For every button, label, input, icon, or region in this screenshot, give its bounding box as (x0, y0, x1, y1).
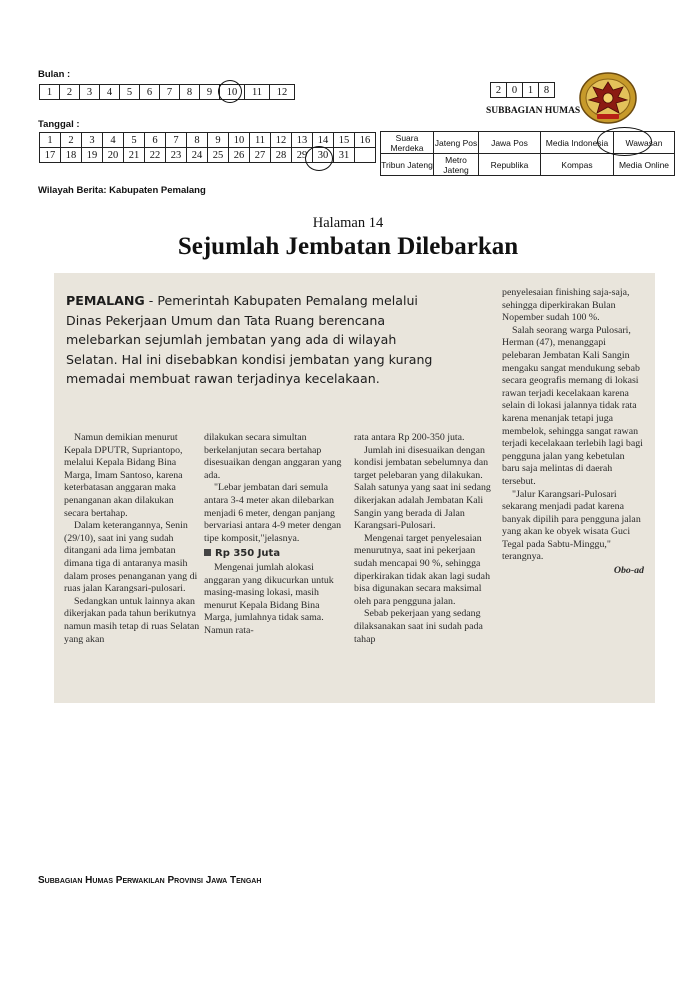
day-cell: 25 (208, 148, 229, 163)
footer-text: Subbagian Humas Perwakilan Provinsi Jawa Tengah (38, 875, 262, 886)
month-cell: 3 (80, 85, 100, 100)
tanggal-label: Tanggal : (38, 119, 80, 130)
year-digit-cell: 8 (539, 83, 555, 98)
newspaper-clipping (54, 273, 655, 703)
day-cell: 5 (124, 133, 145, 148)
lead-text: - Pemerintah Kabupaten Pemalang melalui Dinas Pekerjaan Umum dan Tata Ruang berencana melebarkan sejumlah jembatan yang ada di wilayah Selatan. Hal ini disebabkan kondisi jembatan yang kurang memadai membuat rawan terjadinya kecelakaan. (66, 293, 433, 386)
media-grid (380, 131, 675, 176)
day-cell: 17 (40, 148, 61, 163)
month-cell: 10 (220, 85, 245, 100)
column-3 (354, 432, 492, 646)
office-label: SUBBAGIAN HUMAS (486, 106, 581, 116)
media-cell: Metro Jateng (434, 154, 479, 176)
media-cell: Jateng Pos (434, 132, 479, 154)
year-digit-cell: 1 (523, 83, 539, 98)
paragraph: Sebab pekerjaan yang sedang dilaksanakan saat ini sudah pada tahap (354, 608, 483, 645)
column-2 (204, 432, 342, 638)
byline: Obo-ad (613, 565, 644, 577)
media-cell: Tribun Jateng (381, 154, 434, 176)
month-cell: 7 (160, 85, 180, 100)
lead-city: PEMALANG (66, 293, 145, 308)
media-cell: Suara Merdeka (381, 132, 434, 154)
paragraph: Jumlah ini disesuaikan dengan kondisi jembatan sebelumnya dan target pelebaran yang dilakukan. Salah satunya yang saat ini sedang dikerjakan adalah Jembatan Kali Sangin yang berada di Jalan Karangsari-Pulosari. (354, 444, 491, 532)
month-cell: 2 (60, 85, 80, 100)
day-cell: 15 (334, 133, 355, 148)
day-cell: 16 (355, 133, 376, 148)
day-cell: 18 (61, 148, 82, 163)
day-cell: 10 (229, 133, 250, 148)
subheading: Rp 350 Juta (204, 548, 342, 561)
paragraph: Salah seorang warga Pulosari, Herman (47), menanggapi pelebaran Jembatan Kali Sangin mengaku sangat mendukung sebab secara geografis memang di lokasi rawan terjadi kecelakaan karena selain di lokasi jalannya tidak rata karena menanjak tetapi juga membelok, sehingga sangat rawan terjadi kecelakaan terlebih lagi bagi pengguna jalan yang kebetulan baru saja melintas di daerah tersebut. (502, 324, 643, 487)
paragraph: Dalam keterangannya, Senin (29/10), saat ini yang sudah ditangani ada lima jembatan dimana tiga di antaranya masih dalam proses penanganan yang di ruas jalan Karangsari-pulosari. (64, 520, 198, 595)
day-cell: 30 (313, 148, 334, 163)
month-cell: 11 (245, 85, 270, 100)
day-cell: 11 (250, 133, 271, 148)
day-cell: 20 (103, 148, 124, 163)
day-cell: 27 (250, 148, 271, 163)
month-cell: 12 (270, 85, 295, 100)
year-grid (490, 82, 555, 98)
media-cell: Wawasan (614, 132, 675, 154)
day-cell: 13 (292, 133, 313, 148)
article-title: Sejumlah Jembatan Dilebarkan (177, 233, 519, 260)
media-cell: Republika (479, 154, 541, 176)
day-cell: 31 (334, 148, 355, 163)
column-1 (64, 432, 200, 646)
column-4 (502, 287, 644, 578)
month-cell: 5 (120, 85, 140, 100)
month-grid (39, 84, 295, 100)
day-cell: 23 (166, 148, 187, 163)
paragraph: "Jalur Karangsari-Pulosari sekarang menjadi padat karena banyak dipilih para pengguna jalan yang akan ke obyek wisata Guci Tegal pada Sabtu-Minggu," terangnya. (502, 488, 641, 563)
paragraph: penyelesaian finishing saja-saja, sehingga diperkirakan Bulan Nopember sudah 100 %. (502, 287, 630, 324)
paragraph: rata antara Rp 200-350 juta. (354, 432, 465, 443)
day-cell: 6 (145, 133, 166, 148)
day-cell: 3 (82, 133, 103, 148)
paragraph: Mengenai jumlah alokasi anggaran yang dikucurkan untuk masing-masing lokasi, masih menurut Kepala Bidang Bina Marga, jumlahnya tidak sama. Namun rata- (204, 561, 334, 636)
day-cell: 2 (61, 133, 82, 148)
day-cell: 26 (229, 148, 250, 163)
day-cell: 14 (313, 133, 334, 148)
region-label: Wilayah Berita: Kabupaten Pemalang (38, 185, 206, 196)
day-cell: 29 (292, 148, 313, 163)
paragraph: Mengenai target penyelesaian menurutnya, saat ini pekerjaan sudah mencapai 90 %, sehingga diperkirakan tidak akan lagi sudah bisa digunakan secara maksimal oleh para pengguna jalan. (354, 532, 491, 607)
month-cell: 6 (140, 85, 160, 100)
year-digit-cell: 0 (507, 83, 523, 98)
day-grid (39, 132, 376, 163)
day-cell (355, 148, 376, 163)
article-lead (66, 291, 436, 389)
garuda-emblem-icon (577, 70, 639, 126)
day-cell: 22 (145, 148, 166, 163)
day-cell: 12 (271, 133, 292, 148)
paragraph: "Lebar jembatan dari semula antara 3-4 meter akan dilebarkan menjadi 6 meter, dengan panjang bervariasi antara 4-9 meter dengan tipe komposit,"jelasnya. (204, 482, 342, 544)
paragraph: dilakukan secara simultan berkelanjutan secara bertahap disesuaikan dengan anggaran yang ada. (204, 432, 342, 481)
month-cell: 1 (40, 85, 60, 100)
day-cell: 4 (103, 133, 124, 148)
media-cell: Media Online (614, 154, 675, 176)
day-cell: 19 (82, 148, 103, 163)
month-cell: 8 (180, 85, 200, 100)
paragraph: Namun demikian menurut Kepala DPUTR, Supriantopo, melalui Kepala Bidang Bina Marga, Imam Santoso, karena keterbatasan anggaran maka penanganan akan dilakukan secara bertahap. (64, 432, 183, 519)
media-cell: Jawa Pos (479, 132, 541, 154)
day-cell: 24 (187, 148, 208, 163)
day-cell: 28 (271, 148, 292, 163)
page-number: Halaman 14 (312, 215, 384, 231)
day-cell: 8 (187, 133, 208, 148)
month-cell: 9 (200, 85, 220, 100)
paragraph: Sedangkan untuk lainnya akan dikerjakan pada tahun berikutnya namun masih tetap di ruas Selatan yang akan (64, 595, 200, 645)
day-cell: 9 (208, 133, 229, 148)
day-cell: 1 (40, 133, 61, 148)
month-cell: 4 (100, 85, 120, 100)
day-cell: 21 (124, 148, 145, 163)
bulan-label: Bulan : (38, 69, 71, 80)
media-cell: Media Indonesia (541, 132, 614, 154)
media-cell: Kompas (541, 154, 614, 176)
day-cell: 7 (166, 133, 187, 148)
year-digit-cell: 2 (491, 83, 507, 98)
